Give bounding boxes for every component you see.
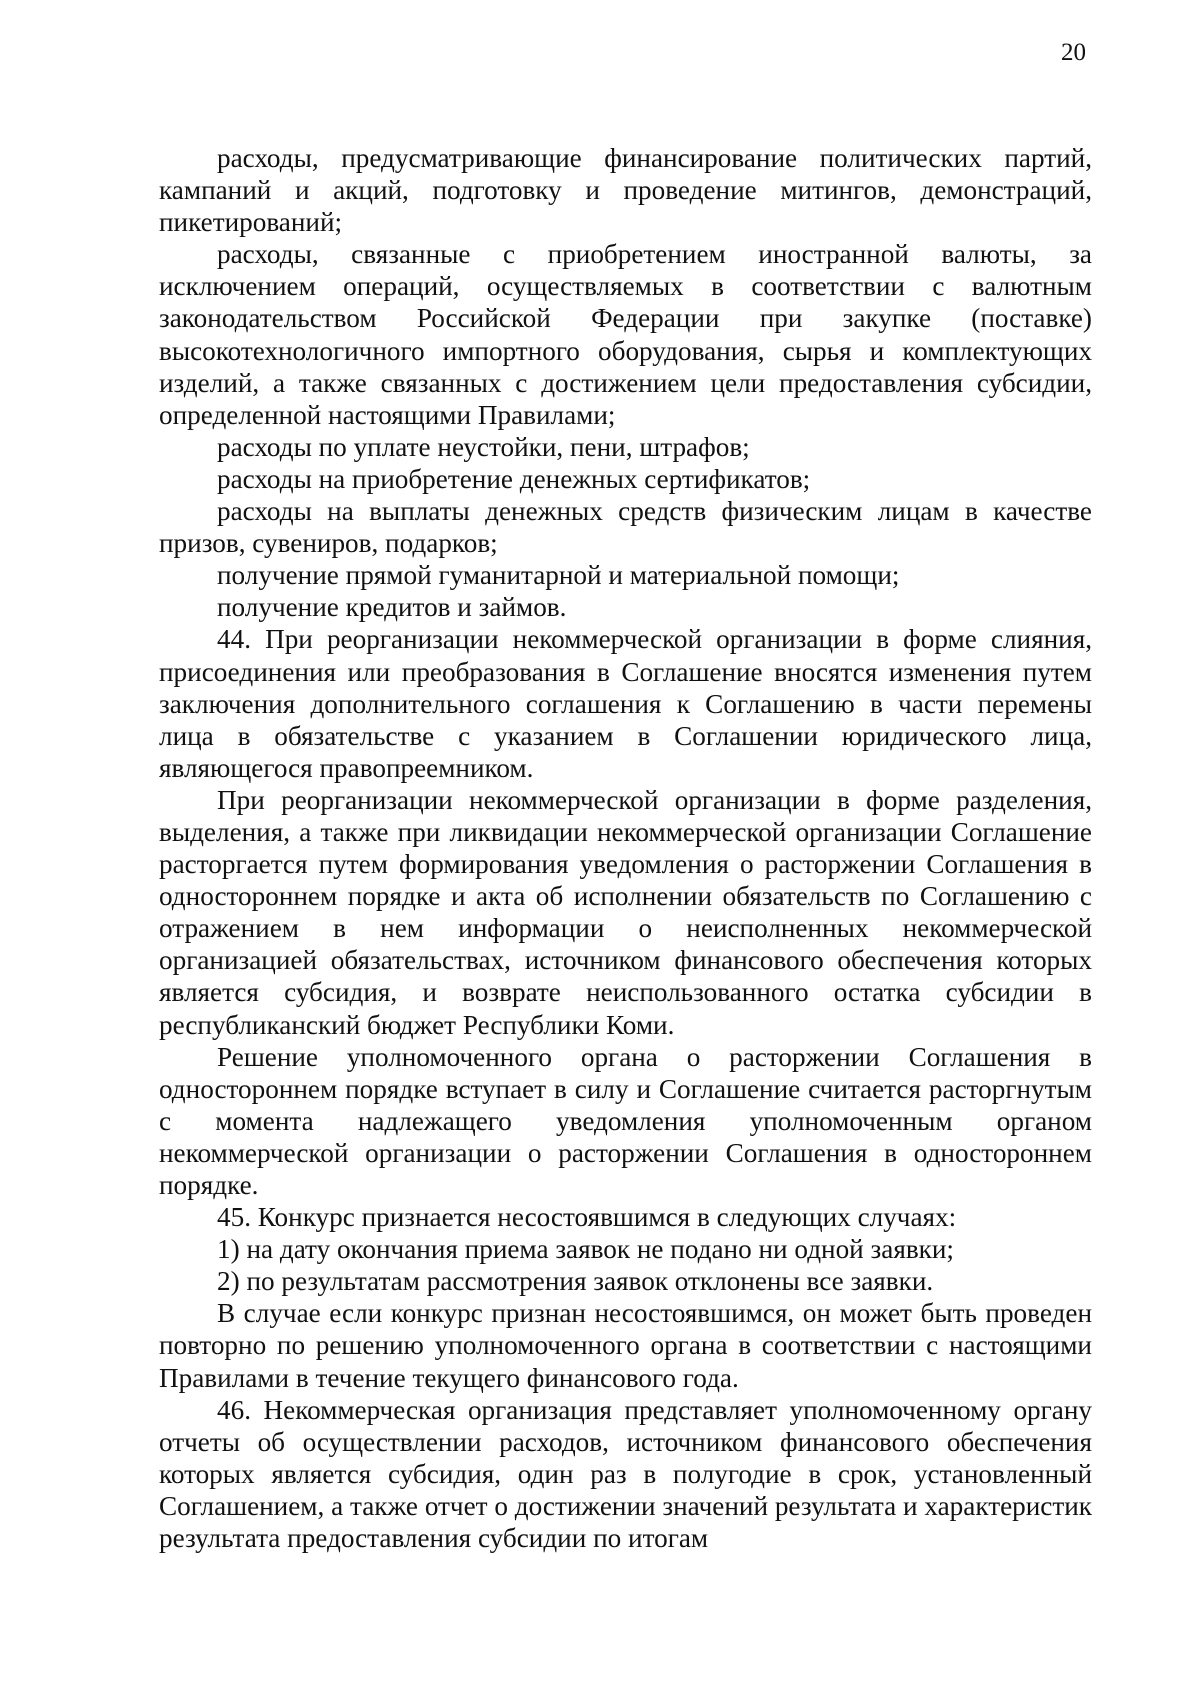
paragraph-expenses-currency: расходы, связанные с приобретением иностранной валюты, за исключением операций, осуществляемых в соответствии с валютным законодательством Российской Федерации при закупке (поставке) высокотехнологичного импортного оборудования, сырья и комплектующих изделий, а также связанных с достижением цели предоставления субсидии, определенной настоящими Правилами; [159, 239, 1092, 430]
paragraph-clause-45-item-1: 1) на дату окончания приема заявок не подано ни одной заявки; [217, 1234, 954, 1265]
paragraph-clause-45-item-2: 2) по результатам рассмотрения заявок отклонены все заявки. [217, 1266, 934, 1297]
paragraph-clause-45: 45. Конкурс признается несостоявшимся в следующих случаях: [217, 1202, 957, 1233]
paragraph-credits-loans: получение кредитов и займов. [217, 592, 567, 623]
paragraph-termination-decision: Решение уполномоченного органа о расторжении Соглашения в одностороннем порядке вступает в силу и Соглашение считается расторгнутым с момента надлежащего уведомления уполномоченным органом некоммерческой организации о расторжении Соглашения в одностороннем порядке. [159, 1041, 1092, 1200]
paragraph-expenses-political: расходы, предусматривающие финансирование политических партий, кампаний и акций, подготовку и проведение митингов, демонстраций, пикетирований; [159, 143, 1092, 238]
paragraph-reorganization-division: При реорганизации некоммерческой организации в форме разделения, выделения, а также при ликвидации некоммерческой организации Соглашение расторгается путем формирования уведомления о расторжении Соглашения в одностороннем порядке и акта об исполнении обязательств по Соглашению с отражением в нем информации о неисполненных некоммерческой организацией обязательствах, источником финансового обеспечения которых является субсидия, и возврате неиспользованного остатка субсидии в республиканский бюджет Республики Коми. [159, 784, 1092, 1040]
paragraph-humanitarian-aid: получение прямой гуманитарной и материальной помощи; [217, 560, 900, 591]
paragraph-expenses-penalties: расходы по уплате неустойки, пени, штрафов; [217, 431, 750, 462]
paragraph-expenses-certificates: расходы на приобретение денежных сертификатов; [217, 463, 811, 494]
paragraph-repeat-contest: В случае если конкурс признан несостоявшимся, он может быть проведен повторно по решению уполномоченного органа в соответствии с настоящими Правилами в течение текущего финансового года. [159, 1298, 1092, 1393]
paragraph-clause-44: 44. При реорганизации некоммерческой организации в форме слияния, присоединения или преобразования в Соглашение вносятся изменения путем заключения дополнительного соглашения к Соглашению в части перемены лица в обязательстве с указанием в Соглашении юридического лица, являющегося правопреемником. [159, 624, 1092, 783]
paragraph-clause-46: 46. Некоммерческая организация представляет уполномоченному органу отчеты об осуществлении расходов, источником финансового обеспечения которых является субсидия, один раз в полугодие в срок, установленный Соглашением, а также отчет о достижении значений результата и характеристик результата предоставления субсидии по итогам [159, 1394, 1092, 1554]
page-number: 20 [1061, 39, 1086, 66]
paragraph-expenses-prizes: расходы на выплаты денежных средств физическим лицам в качестве призов, сувениров, подарков; [159, 496, 1092, 559]
document-body [159, 142, 1092, 1554]
